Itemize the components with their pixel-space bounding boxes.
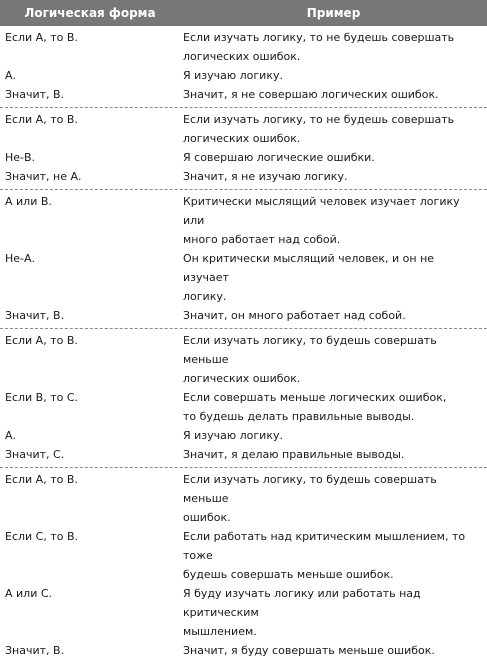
logical-form-cell: А или С. xyxy=(5,587,53,600)
logical-form-cell: Не-В. xyxy=(5,151,36,164)
table-group xyxy=(0,190,487,329)
logical-form-cell: Значит, В. xyxy=(5,88,65,101)
example-cell xyxy=(180,85,487,104)
table-row xyxy=(0,527,487,584)
example-line: логических ошибок. xyxy=(183,132,301,145)
logical-form-cell: Если В, то С. xyxy=(5,391,79,404)
example-line: логику. xyxy=(183,290,227,303)
example-cell xyxy=(180,470,487,527)
logical-form-cell: Если А, то В. xyxy=(5,113,78,126)
example-cell xyxy=(180,426,487,445)
table-group xyxy=(0,468,487,663)
table-row xyxy=(0,249,487,306)
example-cell xyxy=(180,445,487,464)
example-line: логических ошибок. xyxy=(183,372,301,385)
example-line: Если изучать логику, то не будешь совершать xyxy=(183,31,455,44)
example-line: Значит, я не изучаю логику. xyxy=(183,170,348,183)
example-line: то будешь делать правильные выводы. xyxy=(183,410,415,423)
table-row xyxy=(0,470,487,527)
example-line: Значит, он много работает над собой. xyxy=(183,309,406,322)
example-line: Если изучать логику, то не будешь совершать xyxy=(183,113,455,126)
table-row xyxy=(0,426,487,445)
table-row xyxy=(0,167,487,186)
table-row xyxy=(0,110,487,148)
table-row xyxy=(0,85,487,104)
logical-form-cell: Значит, В. xyxy=(5,644,65,657)
example-line: Если совершать меньше логических ошибок, xyxy=(183,391,447,404)
table-row xyxy=(0,641,487,660)
example-line: Значит, я не совершаю логических ошибок. xyxy=(183,88,439,101)
example-cell xyxy=(180,306,487,325)
logical-form-cell: Если А, то В. xyxy=(5,31,78,44)
logical-form-cell: А. xyxy=(5,69,17,82)
example-cell xyxy=(180,527,487,584)
logical-form-cell: Значит, не А. xyxy=(5,170,82,183)
example-cell xyxy=(180,331,487,388)
table-row xyxy=(0,388,487,426)
table-group xyxy=(0,329,487,468)
header-logical-form: Логическая форма xyxy=(24,6,156,20)
example-line: логических ошибок. xyxy=(183,50,301,63)
example-cell xyxy=(180,584,487,641)
example-line: мышлением. xyxy=(183,625,257,638)
example-line: много работает над собой. xyxy=(183,233,341,246)
example-cell xyxy=(180,148,487,167)
table-body xyxy=(0,26,487,663)
table-group xyxy=(0,26,487,108)
example-line: Если работать над критическим мышлением, то тоже xyxy=(183,530,466,562)
table-row xyxy=(0,148,487,167)
example-cell xyxy=(180,192,487,249)
table-row xyxy=(0,28,487,66)
logical-form-cell: Если С, то В. xyxy=(5,530,79,543)
header-example: Пример xyxy=(306,6,361,20)
example-line: Я совершаю логические ошибки. xyxy=(183,151,375,164)
example-cell xyxy=(180,641,487,660)
logical-form-cell: А. xyxy=(5,429,17,442)
table-group xyxy=(0,108,487,190)
logical-form-cell: А или В. xyxy=(5,195,52,208)
table-row xyxy=(0,192,487,249)
example-line: Если изучать логику, то будешь совершать меньше xyxy=(183,334,437,366)
logical-form-cell: Значит, С. xyxy=(5,448,65,461)
example-line: Значит, я делаю правильные выводы. xyxy=(183,448,405,461)
example-cell xyxy=(180,249,487,306)
table-row xyxy=(0,331,487,388)
example-line: Я изучаю логику. xyxy=(183,69,283,82)
example-line: Я изучаю логику. xyxy=(183,429,283,442)
table-row xyxy=(0,445,487,464)
example-cell xyxy=(180,167,487,186)
logical-form-cell: Если А, то В. xyxy=(5,334,78,347)
example-line: Он критически мыслящий человек, и он не изучает xyxy=(183,252,435,284)
example-cell xyxy=(180,28,487,66)
example-line: Я буду изучать логику или работать над критическим xyxy=(183,587,421,619)
example-line: Критически мыслящий человек изучает логику или xyxy=(183,195,460,227)
table-row xyxy=(0,66,487,85)
table-header xyxy=(0,0,487,26)
example-line: ошибок. xyxy=(183,511,231,524)
example-line: будешь совершать меньше ошибок. xyxy=(183,568,394,581)
example-cell xyxy=(180,388,487,426)
table-row xyxy=(0,306,487,325)
example-cell xyxy=(180,66,487,85)
example-cell xyxy=(180,110,487,148)
logical-form-cell: Значит, В. xyxy=(5,309,65,322)
example-line: Значит, я буду совершать меньше ошибок. xyxy=(183,644,435,657)
logical-form-cell: Если А, то В. xyxy=(5,473,78,486)
example-line: Если изучать логику, то будешь совершать меньше xyxy=(183,473,437,505)
table-row xyxy=(0,584,487,641)
logical-form-cell: Не-А. xyxy=(5,252,36,265)
